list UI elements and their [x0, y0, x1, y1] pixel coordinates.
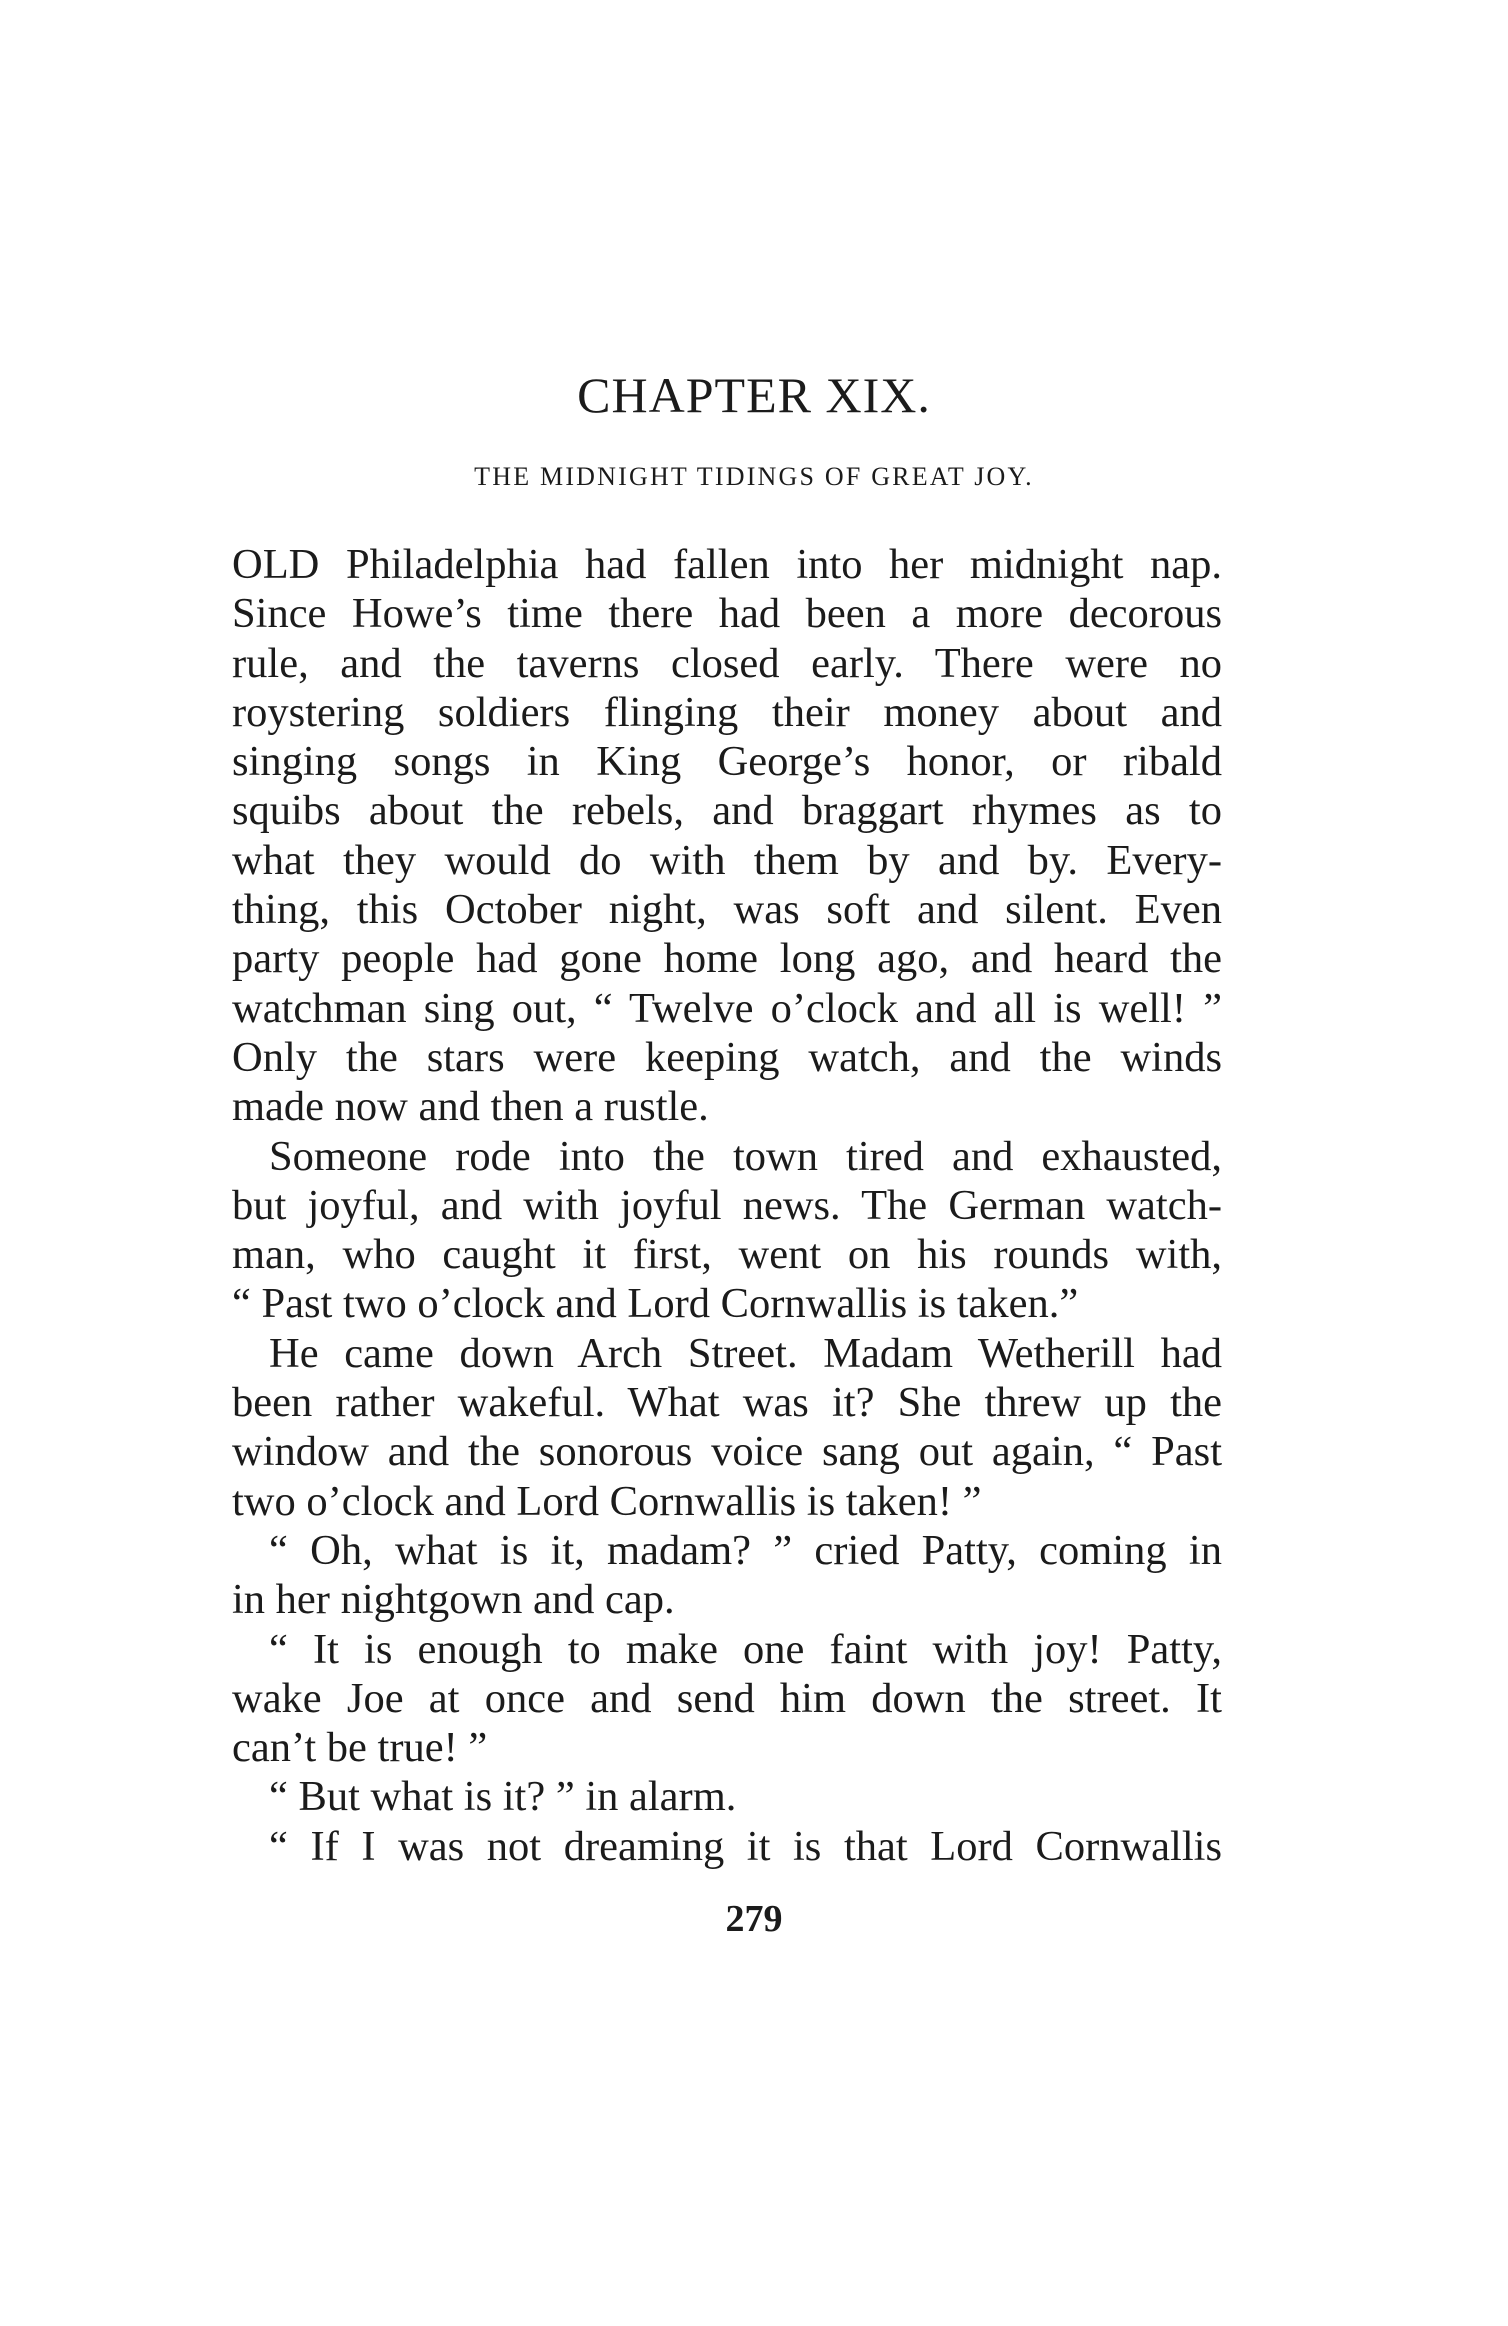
- text-line: but joyful, and with joyful news. The German watch-: [232, 1181, 1222, 1229]
- text-line: He came down Arch Street. Madam Wetherill had: [269, 1329, 1222, 1377]
- text-line: rule, and the taverns closed early. There were no: [232, 639, 1222, 687]
- text-line: can’t be true! ”: [232, 1724, 488, 1772]
- text-line: “ Past two o’clock and Lord Cornwallis is taken.”: [232, 1280, 1079, 1328]
- text-line: “ But what is it? ” in alarm.: [269, 1773, 737, 1821]
- text-line: Only the stars were keeping watch, and the winds: [232, 1033, 1222, 1081]
- text-line: singing songs in King George’s honor, or ribald: [232, 738, 1222, 786]
- text-line: “ If I was not dreaming it is that Lord Cornwallis: [269, 1822, 1222, 1870]
- text-line: roystering soldiers flinging their money about and: [232, 688, 1222, 736]
- text-line: two o’clock and Lord Cornwallis is taken! ”: [232, 1477, 982, 1525]
- text-line: OLD Philadelphia had fallen into her midnight nap.: [232, 541, 1222, 588]
- text-line: in her nightgown and cap.: [232, 1576, 675, 1624]
- chapter-subtitle: THE MIDNIGHT TIDINGS OF GREAT JOY.: [474, 462, 1034, 491]
- text-line: made now and then a rustle.: [232, 1083, 709, 1131]
- page-number: 279: [725, 1898, 783, 1940]
- text-line: thing, this October night, was soft and silent. Even: [232, 886, 1222, 934]
- text-line: party people had gone home long ago, and heard the: [232, 935, 1222, 983]
- text-line: been rather wakeful. What was it? She threw up the: [232, 1379, 1222, 1427]
- text-line: “ It is enough to make one faint with joy! Patty,: [269, 1625, 1222, 1673]
- text-line: Someone rode into the town tired and exhausted,: [269, 1132, 1222, 1180]
- text-line: what they would do with them by and by. Every-: [232, 836, 1222, 884]
- text-line: window and the sonorous voice sang out again, “ Past: [232, 1428, 1222, 1476]
- text-line: man, who caught it first, went on his rounds with,: [232, 1231, 1222, 1279]
- text-line: wake Joe at once and send him down the street. It: [232, 1674, 1222, 1722]
- text-line: “ Oh, what is it, madam? ” cried Patty, coming in: [269, 1526, 1222, 1574]
- body-text: [232, 540, 1222, 1871]
- text-line: Since Howe’s time there had been a more decorous: [232, 590, 1222, 638]
- chapter-title: CHAPTER XIX.: [577, 367, 931, 423]
- text-line: squibs about the rebels, and braggart rhymes as to: [232, 787, 1222, 835]
- text-line: watchman sing out, “ Twelve o’clock and all is well! ”: [232, 984, 1222, 1032]
